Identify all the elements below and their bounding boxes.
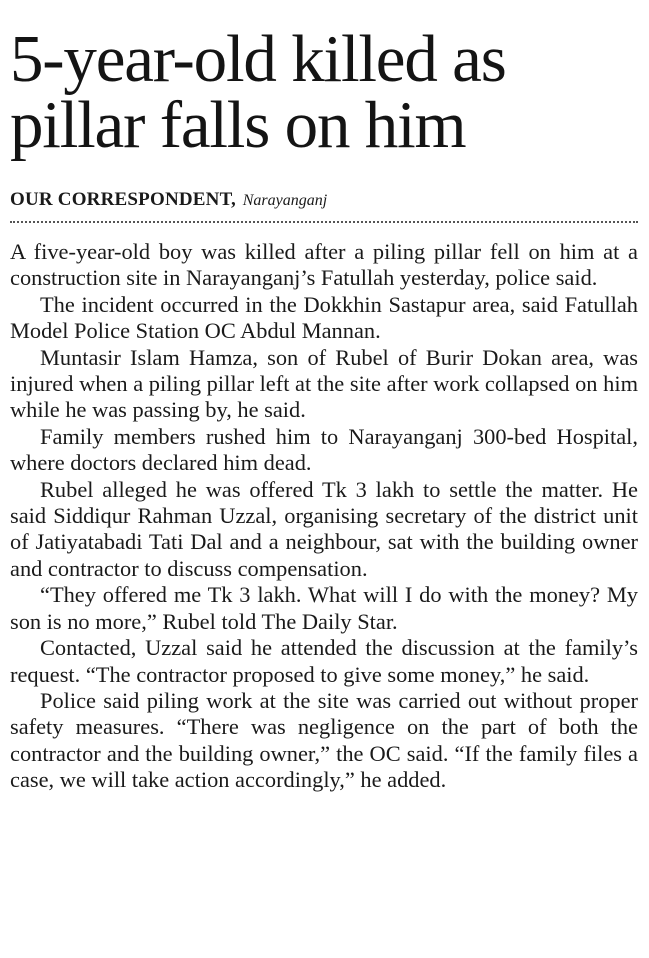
byline-location: Narayanganj	[242, 192, 328, 209]
paragraph-1: A five-year-old boy was killed after a piling pillar fell on him at a construction site in Narayanganj’s Fatullah yesterday, police said.	[10, 239, 638, 291]
paragraph-4: Family members rushed him to Narayanganj 300-bed Hospital, where doctors declared him dead.	[10, 423, 638, 476]
paragraph-5: Rubel alleged he was offered Tk 3 lakh to settle the matter. He said Siddiqur Rahman Uzzal, organising secretary of the district unit of Jatiyatabadi Tati Dal and a neighbour, sat with the building owner and contractor to discuss compensation.	[10, 476, 638, 581]
byline	[10, 189, 638, 212]
paragraph-2: The incident occurred in the Dokkhin Sastapur area, said Fatullah Model Police Station OC Abdul Mannan.	[10, 291, 638, 344]
byline-author: OUR CORRESPONDENT,	[10, 189, 236, 210]
paragraph-3: Muntasir Islam Hamza, son of Rubel of Burir Dokan area, was injured when a piling pillar left at the site after work collapsed on him while he was passing by, he said.	[10, 344, 638, 423]
dotted-divider	[10, 221, 638, 223]
headline-line-1: 5-year-old killed as	[10, 22, 506, 96]
paragraph-6: “They offered me Tk 3 lakh. What will I do with the money? My son is no more,” Rubel told The Daily Star.	[10, 582, 638, 634]
article-body	[10, 239, 638, 794]
headline-line-2: pillar falls on him	[10, 88, 466, 162]
paragraph-8: Police said piling work at the site was carried out without proper safety measures. “There was negligence on the part of both the contractor and the building owner,” the OC said. “If the family files a case, we will take action accordingly,” he added.	[10, 687, 638, 793]
headline	[10, 0, 638, 162]
paragraph-7: Contacted, Uzzal said he attended the discussion at the family’s request. “The contractor proposed to give some money,” he said.	[10, 635, 638, 687]
news-article	[10, 0, 638, 794]
